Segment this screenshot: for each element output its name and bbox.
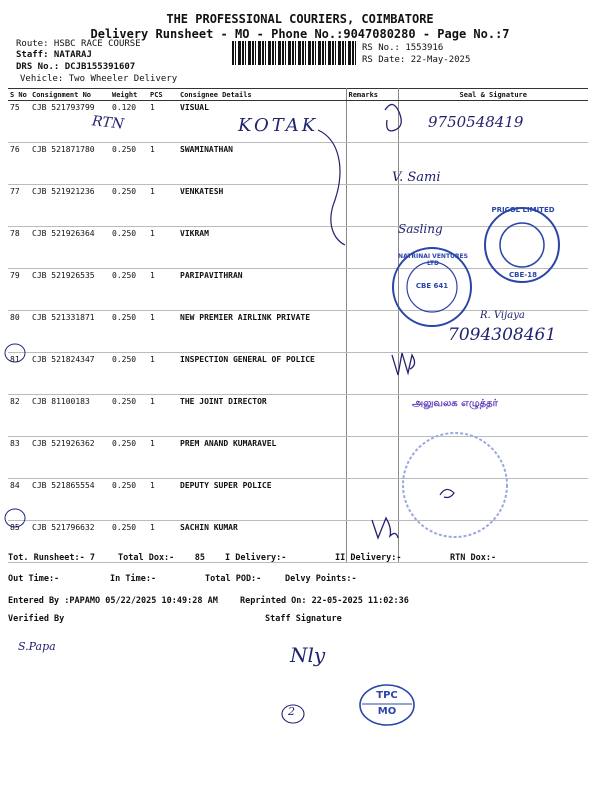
out-time: Out Time:- — [8, 574, 60, 584]
delvy-points: Delvy Points:- — [285, 574, 357, 584]
cell-pcs: 1 — [148, 353, 178, 395]
cell-weight: 0.250 — [110, 395, 148, 437]
cell-consignment: CJB 521926362 — [30, 437, 110, 479]
cell-weight: 0.120 — [110, 101, 148, 143]
cell-sno: 75 — [8, 101, 30, 143]
cell-weight: 0.250 — [110, 521, 148, 563]
company-title: THE PROFESSIONAL COURIERS, COIMBATORE — [166, 12, 434, 26]
cell-weight: 0.250 — [110, 269, 148, 311]
cell-consignment: CJB 521926535 — [30, 269, 110, 311]
total-pod: Total POD:- — [205, 574, 262, 584]
natrinai-stamp-sub: CBE 641 — [415, 282, 449, 290]
signature-scribble-85 — [372, 518, 398, 538]
col-consignee: Consignee Details — [178, 89, 346, 101]
cell-pcs: 1 — [148, 521, 178, 563]
in-time: In Time:- — [110, 574, 157, 584]
cell-sno: 80 — [8, 311, 30, 353]
faded-office-stamp — [403, 433, 507, 537]
cell-consignment: CJB 521926364 — [30, 227, 110, 269]
circle-mark-81 — [5, 344, 25, 362]
cell-pcs: 1 — [148, 395, 178, 437]
phone-handwriting-1: 9750548419 — [428, 113, 524, 131]
cell-pcs: 1 — [148, 311, 178, 353]
col-pcs: PCS — [148, 89, 178, 101]
cell-weight: 0.250 — [110, 143, 148, 185]
cell-weight: 0.250 — [110, 311, 148, 353]
cell-weight: 0.250 — [110, 185, 148, 227]
cell-consignment: CJB 521871780 — [30, 143, 110, 185]
drs-number: DRS No.: DCJB155391607 — [16, 62, 136, 72]
cell-pcs: 1 — [148, 101, 178, 143]
natrinai-stamp-text: NATRINAI VENTURES LTD — [398, 253, 468, 267]
cell-weight: 0.250 — [110, 227, 148, 269]
verified-by: Verified By — [8, 614, 65, 624]
cell-consignee: INSPECTION GENERAL OF POLICE — [178, 353, 346, 395]
total-runsheet: Tot. Runsheet:- 7 — [8, 553, 95, 563]
bracket-mark — [318, 130, 345, 245]
col-seal: Seal & Signature — [398, 89, 588, 101]
cell-consignee: VENKATESH — [178, 185, 346, 227]
cell-pcs: 1 — [148, 437, 178, 479]
staff-signature-label: Staff Signature — [265, 614, 342, 624]
phone-handwriting-2: 7094308461 — [448, 325, 557, 345]
cell-consignee: SWAMINATHAN — [178, 143, 346, 185]
tpc-stamp-top: TPC — [376, 690, 398, 701]
cell-consignee: NEW PREMIER AIRLINK PRIVATE — [178, 311, 346, 353]
cell-sno: 83 — [8, 437, 30, 479]
name-handwriting-80: R. Vijaya — [480, 310, 525, 321]
route-label: Route: HSBC RACE COURSE — [16, 39, 141, 49]
cell-consignee: THE JOINT DIRECTOR — [178, 395, 346, 437]
cell-sno: 82 — [8, 395, 30, 437]
rtn-dox: RTN Dox:- — [450, 553, 497, 563]
pricol-stamp-inner — [500, 223, 544, 267]
cell-consignment: CJB 521865554 — [30, 479, 110, 521]
rs-number: RS No.: 1553916 — [362, 43, 444, 53]
cell-consignee: VIKRAM — [178, 227, 346, 269]
cell-consignment: CJB 81100183 — [30, 395, 110, 437]
cell-sno: 81 — [8, 353, 30, 395]
cell-pcs: 1 — [148, 185, 178, 227]
cell-sno: 84 — [8, 479, 30, 521]
col-sno: S No — [8, 89, 30, 101]
cell-pcs: 1 — [148, 227, 178, 269]
cell-consignment: CJB 521793799 — [30, 101, 110, 143]
cell-pcs: 1 — [148, 143, 178, 185]
staff-label: Staff: NATARAJ — [16, 50, 92, 60]
cell-sno: 77 — [8, 185, 30, 227]
col-weight: Weight — [110, 89, 148, 101]
ii-delivery: II Delivery:- — [335, 553, 402, 563]
circled-number-text: 2 — [288, 705, 295, 718]
verified-signature: S.Papa — [18, 640, 56, 653]
cell-consignment: CJB 521331871 — [30, 311, 110, 353]
cell-consignment: CJB 521824347 — [30, 353, 110, 395]
cell-weight: 0.250 — [110, 353, 148, 395]
cell-sno: 79 — [8, 269, 30, 311]
signature-scribble-75 — [385, 104, 401, 130]
entered-by: Entered By :PAPAMO 05/22/2025 10:49:28 AM — [8, 596, 218, 606]
col-remarks: Remarks — [346, 89, 398, 101]
cell-sno: 76 — [8, 143, 30, 185]
cell-sno: 78 — [8, 227, 30, 269]
cell-consignee: SACHIN KUMAR — [178, 521, 346, 563]
signature-77: V. Sami — [392, 170, 441, 185]
cell-consignee: VISUAL — [178, 101, 346, 143]
vehicle-label: Vehicle: Two Wheeler Delivery — [20, 74, 178, 84]
total-dox: Total Dox:- 85 — [118, 553, 205, 563]
kotak-handwriting: KOTAK — [238, 115, 319, 136]
cell-consignee: PARIPAVITHRAN — [178, 269, 346, 311]
i-delivery: I Delivery:- — [225, 553, 287, 563]
circle-mark-85 — [5, 509, 25, 527]
cell-sno: 85 — [8, 521, 30, 563]
rtn-handwriting: RTN — [91, 113, 125, 133]
cell-consignment: CJB 521921236 — [30, 185, 110, 227]
pricol-stamp-sub: CBE-18 — [509, 271, 537, 279]
col-consignment: Consignment No — [30, 89, 110, 101]
cell-pcs: 1 — [148, 269, 178, 311]
reprinted-on: Reprinted On: 22-05-2025 11:02:36 — [240, 596, 409, 606]
cell-weight: 0.250 — [110, 479, 148, 521]
signature-scribble-81 — [392, 353, 415, 375]
cell-pcs: 1 — [148, 479, 178, 521]
staff-signature-scribble: Nly — [290, 643, 326, 667]
rs-date: RS Date: 22-May-2025 — [362, 55, 471, 65]
cell-weight: 0.250 — [110, 437, 148, 479]
tpc-stamp-bottom: MO — [377, 706, 397, 717]
cell-consignee: DEPUTY SUPER POLICE — [178, 479, 346, 521]
cell-consignment: CJB 521796632 — [30, 521, 110, 563]
signature-scribble-84 — [440, 489, 454, 497]
signature-78: Sasling — [398, 222, 443, 236]
cell-consignee: PREM ANAND KUMARAVEL — [178, 437, 346, 479]
pricol-stamp-text: PRICOL LIMITED — [491, 206, 555, 214]
tamil-office-stamp: அலுவலக எழுத்தர் — [412, 398, 498, 409]
runsheet-subtitle: Delivery Runsheet - MO - Phone No.:9047080280 - Page No.:7 — [90, 27, 510, 41]
